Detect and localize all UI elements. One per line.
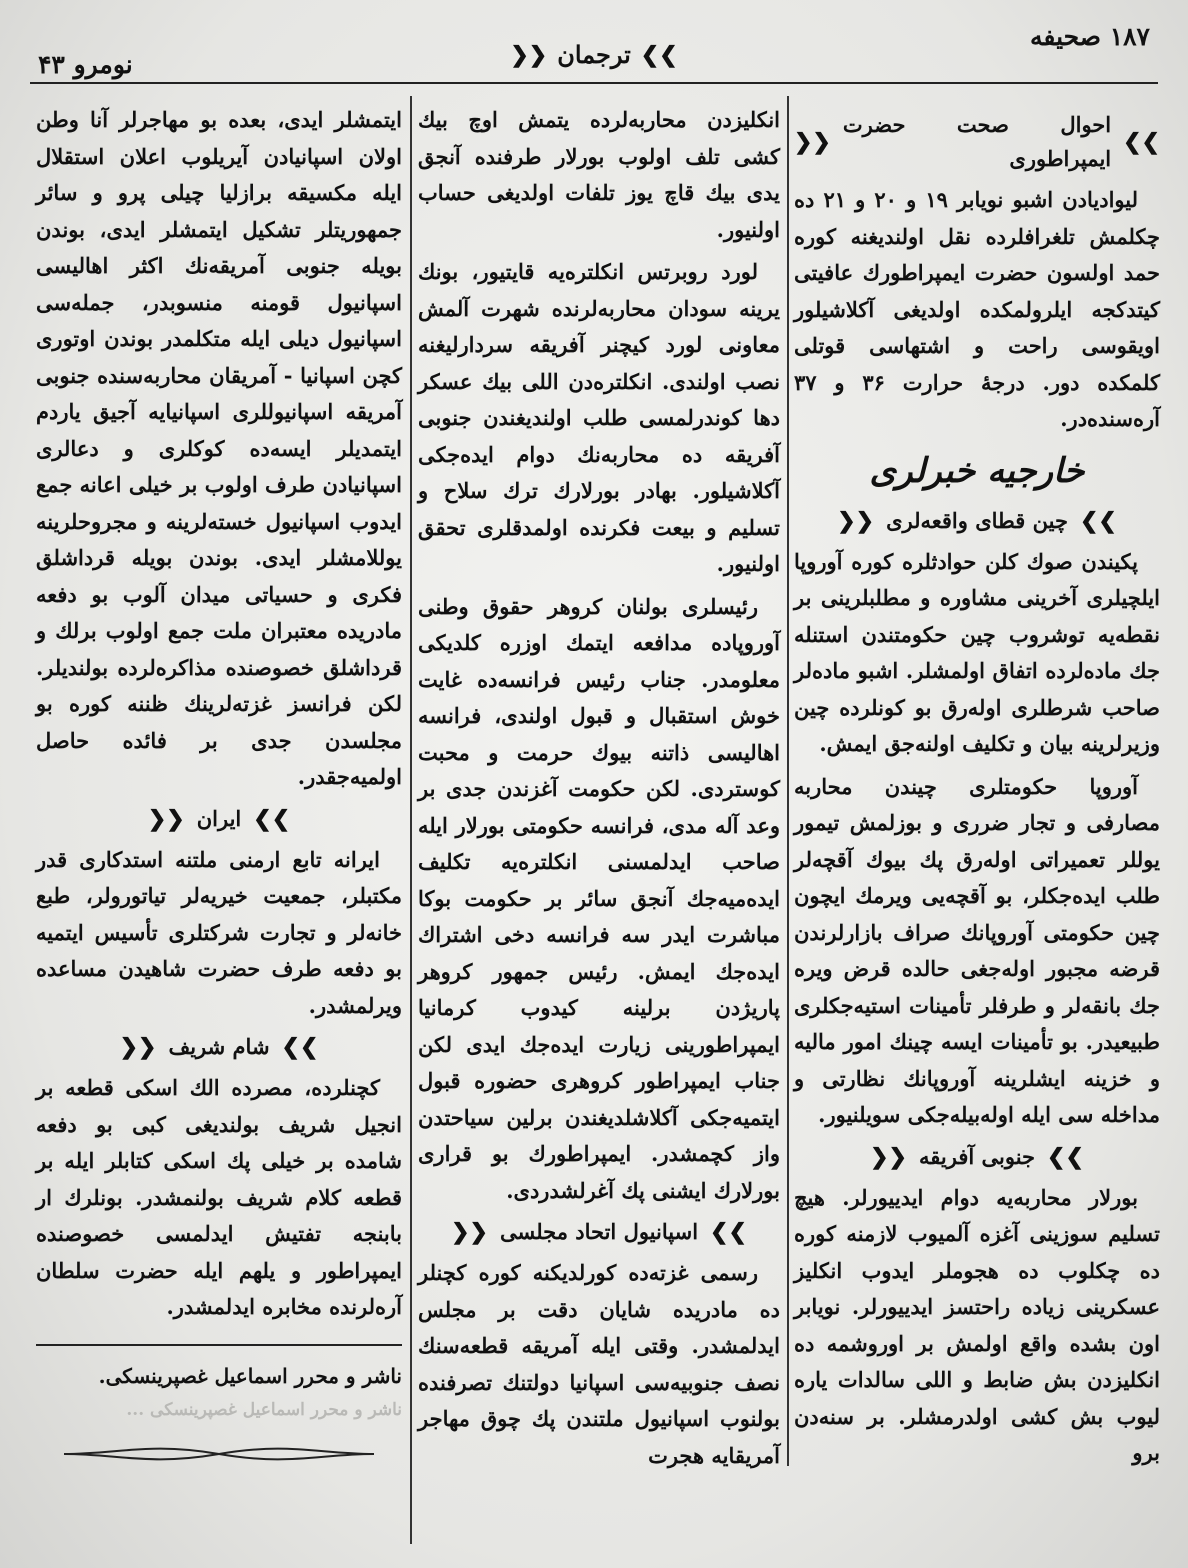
article-paragraph: ایرانه تابع ارمنی ملتنه استدکاری قدر مکتبلر، جمعیت خیریه‌لر تیاتورولر، طبع خانه‌لر و تجارت شرکتلری تأسیس ایتمیه بو دفعه طرف حضرت شاهیدن مساعده ویرلمشدر. bbox=[36, 846, 402, 1018]
middle-column bbox=[418, 102, 780, 1480]
ornament-icon: ❯❯ bbox=[710, 1219, 747, 1245]
article-paragraph: رسمی غزته‌ده کورلدیکنه کوره کچنلر ده مادریده شایان دقت بر مجلس ایدلمشدر. وقتی ایله آمریقه قطعه‌سنك نصف جنوبیه‌سی اسپانیا دولتنك تصرفنده بولنوب اسپانیول ملتندن پك چوق مهاجر آمریقایه هجرت bbox=[418, 1260, 780, 1468]
heading-text: شام شریف bbox=[168, 1034, 270, 1059]
article-heading bbox=[36, 802, 402, 836]
article-paragraph: آوروپا حکومتلری چیندن محاربه مصارفی و تجار ضرری و بوزلمش تیمور یوللر تعمیراتی اوله‌رق پك بیوك آقچه‌لر طلب ایده‌جکلر، بو آقچه‌یی ویرمك ایچون چین حکومتی آوروپانك صراف بازارلرندن قرضه مجبور اوله‌جغی حالده قرض ویره جك بانقه‌لر و طرفلر تأمینات استیه‌جکلری طبیعیدر. بو تأمینات ایسه چینك امور مالیه و خزینه ایشلرینه آوروپانك نظارتی و مداخله سی ایله اوله‌بیله‌جکی سویلنیور. bbox=[794, 773, 1160, 1127]
article-paragraph: بورلار محاربه‌یه دوام ایدییورلر. هیچ تسلیم سوزینی آغزه آلمیوب لازمنه کوره ده چکلوب ده هجوملر ایدوب انکلیز عسکرینی زیاده راحتسز ایدییورلر. نویابر اون بشده واقع اولمش بر اوروشمه ده انکلیزدن بش ضابط و اللی سالدات یاره لیوب بش کشی اولدرمشلر. بر سنه‌دن برو bbox=[794, 1184, 1160, 1465]
ornament-icon: ❮❮ bbox=[451, 1219, 488, 1245]
heading-text: احوال صحت حضرت ایمپراطوری bbox=[842, 112, 1112, 171]
newspaper-title: ترجمان bbox=[557, 40, 631, 69]
ornament-icon: ❯❯ bbox=[640, 41, 678, 68]
faint-bleedthrough-text: ناشر و محرر اسماعیل غصپرینسکی ... bbox=[126, 1400, 402, 1420]
article-paragraph: ایتمشلر ایدی، بعده بو مهاجرلر آنا وطن اولان اسپانیادن آیریلوب اعلان استقلال ایله مکسیقه برازلیا چیلی پرو و سائر جمهوریتلر تشکیل ایتمشلر ایدی، بوندن بویله جنوبی آمریقه‌نك اکثر اهالیسی اسپانیول قومنه منسوبدر، جمله‌سی اسپانیول دیلی ایله متکلمدر بوندن اوتوری کچن اسپانیا - آمریقان محاربه‌سنده جنوبی آمریقه اسپانیوللری اسپانیایه آجیق یاردم ایتمدیلر ایسه‌ده کوکلری و دعالری اسپانیادن طرف اولوب بر خیلی اعانه جمع ایدوب اسپانیول خسته‌لرینه و مجروحلرینه یوللامشلر ایدی. بوندن بویله قرداشلق فکری و حسیاتی میدان آلوب بو دفعه مادریده معتبران ملت جمع اولوب برلك و قرداشلق خصوصنده مذاکره‌لرده بولندیلر. لکن فرانسز غزته‌لرینك ظننه کوره بو مجلسدن جدی بر فائده حاصل اولمیه‌جقدر. bbox=[36, 107, 402, 789]
page-number: ۱۸۷ صحیفه bbox=[1030, 22, 1150, 51]
ornament-icon: ❮❮ bbox=[147, 805, 185, 832]
ornament-icon: ❮❮ bbox=[870, 1143, 907, 1170]
article-heading bbox=[794, 504, 1160, 538]
heading-text: اسپانیول اتحاد مجلسی bbox=[499, 1219, 699, 1244]
heading-text: ایران bbox=[196, 805, 242, 831]
article-paragraph: لیوادیادن اشبو نویابر ۱۹ و ۲۰ و ۲۱ ده چکلمش تلغرافلرده نقل اولندیغنه کوره حمد اولسون حضرت ایمپراطورك عافیتی کیتدکجه ایلرولمکده اولدیغی آکلاشیلور اویقوسی راحت و اشتهاسی قوتلی کلمکده دور. درجهٔ حرارت ۳۶ و ۳۷ آره‌سنده‌در. bbox=[794, 187, 1161, 431]
heading-text: چین قطای واقعه‌لری bbox=[886, 507, 1068, 533]
ornament-icon: ❯❯ bbox=[1047, 1143, 1084, 1170]
ornament-icon: ❮❮ bbox=[119, 1034, 157, 1060]
issue-number: نومرو ۴۳ bbox=[38, 50, 133, 79]
left-column bbox=[36, 102, 402, 1474]
imprint-rule bbox=[36, 1344, 402, 1346]
ornament-icon: ❮❮ bbox=[510, 41, 548, 68]
ornament-icon: ❯❯ bbox=[1079, 507, 1117, 534]
masthead bbox=[30, 18, 1158, 88]
article-paragraph: رئیسلری بولنان کروهر حقوق وطنی آوروپاده مدافعه ایتمك اوزره کلدیکی معلومدر. جناب رئیس فرانسه‌ده غایت خوش استقبال و قبول اولندی، فرانسه اهالیسی ذاتنه بیوك حرمت و محبت کوستردی. لکن حکومت آغزندن جدی بر وعد آله مدی، فرانسه حکومتی بورلار ایله صاحب ایدلمسنی انکلتره‌یه تکلیف ایده‌میه‌جك آنجق سائر بر حکومت بوکا مباشرت ایدر سه فرانسه دخی اشتراك ایده‌جك ایمش. رئیس جمهور کروهر پاریژدن برلینه کیدوب کرمانیا ایمپراطورینی زیارت ایده‌جك ایدی لکن جناب ایمپراطور کروهری حضوره قبول ایتمیه‌جکی آکلاشلدیغندن برلین سیاحتدن واز کچمشدر. ایمپراطورك بو قراری بورلارك ایشنی پك آغرلشدردی. bbox=[418, 593, 780, 1203]
article-paragraph: پکیندن صوك کلن حوادثلره کوره آوروپا ایلچیلری آخرینی مشاوره و مطلبلرینی بر نقطه‌یه توشروب چین حکومتندن استنله جك ماده‌لرده اتفاق اولمشلر. اشبو ماده‌لر صاحب شرطلری اوله‌رق بو کونلرده چین وزیرلرینه بیان و تکلیف اولنه‌جق ایمش. bbox=[794, 548, 1160, 756]
article-heading bbox=[794, 108, 1160, 176]
end-flourish bbox=[59, 1434, 379, 1474]
ornament-icon: ❮❮ bbox=[837, 507, 875, 534]
header-rule bbox=[30, 82, 1158, 84]
heading-text: جنوبی آفریقه bbox=[919, 1143, 1036, 1169]
right-column bbox=[794, 102, 1160, 1478]
article-heading bbox=[36, 1030, 402, 1064]
ornament-icon: ❯❯ bbox=[281, 1034, 319, 1060]
article-paragraph: کچنلرده، مصرده الك اسکی قطعه بر انجیل شریف بولندیغی کبی بو دفعه شامده بر خیلی پك اسکی کتابلر ایله بر قطعه کلام شریف بولنمشدر. بونلرك ار بابنجه تفتیش ایدلمسی خصوصنده ایمپراطور و یلهم ایله حضرت سلطان آره‌لرنده مخابره ایدلمشدر. bbox=[36, 1075, 402, 1319]
ornament-icon: ❯❯ bbox=[253, 805, 291, 832]
article-paragraph: لورد روبرتس انکلتره‌یه قایتیور، بونك یرینه سودان محاربه‌لرنده شهرت آلمش معاونی لورد کیچنر آفریقه سردارلیغنه نصب اولندی. انکلتره‌دن اللی بیك عسکر دها کوندرلمسی طلب اولندیغندن جنوبی آفریقه ده محاربه‌نك دوام ایده‌جکی آکلاشیلور. بهادر بورلارك ترك سلاح و تسلیم و بیعت فکرنده اولمدقلری تحقق اولنیور. bbox=[418, 259, 780, 576]
article-heading bbox=[794, 1140, 1160, 1174]
ornament-icon: ❯❯ bbox=[1123, 129, 1160, 155]
ornament-icon: ❮❮ bbox=[794, 129, 831, 155]
article-paragraph: انکلیزدن محاربه‌لرده یتمش اوچ بیك کشی تلف اولوب بورلار طرفنده آنجق یدی بیك قاچ یوز تلفات اولدیغی حساب اولنیور. bbox=[418, 107, 780, 242]
newspaper-title-block bbox=[510, 40, 677, 69]
article-heading bbox=[418, 1215, 780, 1249]
section-title: خارجیه خبرلری bbox=[869, 450, 1085, 491]
imprint-line: ناشر و محرر اسماعیل غصپرینسکی. bbox=[98, 1363, 402, 1388]
column-divider bbox=[787, 96, 789, 1466]
column-divider bbox=[410, 96, 412, 1544]
